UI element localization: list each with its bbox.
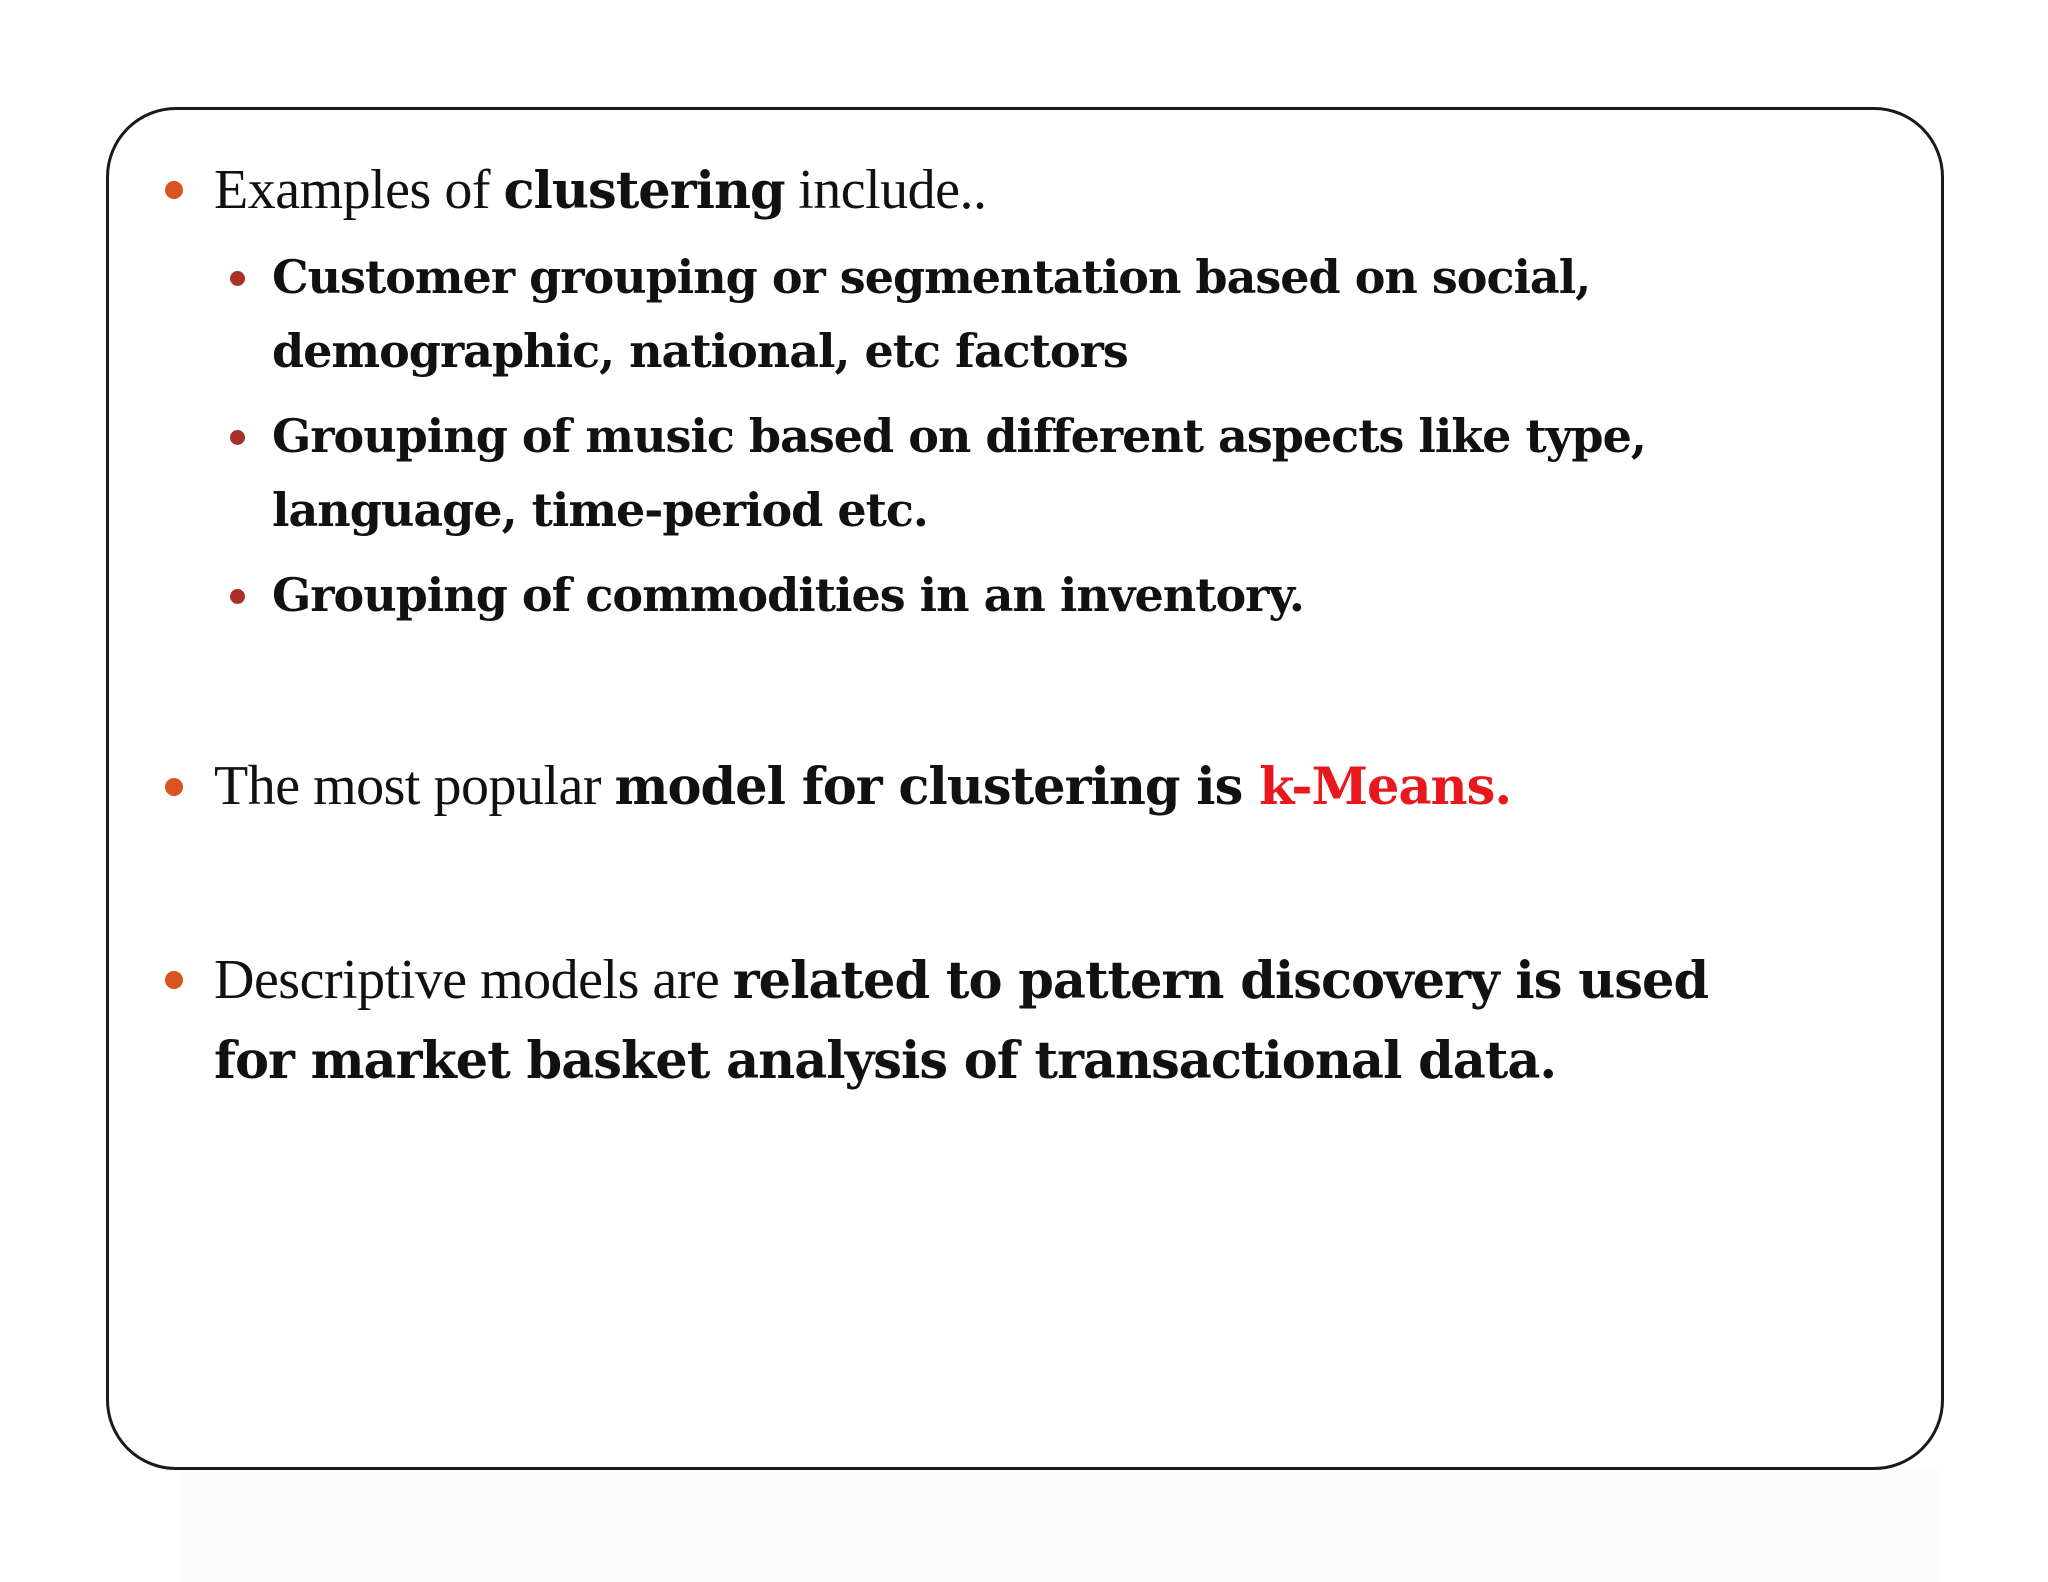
bullet-descriptive-line1: Descriptive models are related to pattern discovery is used	[214, 949, 1709, 1011]
bullet-dot-icon	[165, 181, 183, 199]
sub-bullet-commodities-line1: Grouping of commodities in an inventory.	[272, 568, 1304, 622]
bullet-dot-icon	[165, 778, 183, 796]
bullet-kmeans-text: The most popular model for clustering is k-Means.	[214, 755, 1512, 817]
sub-bullet-music-line2: language, time-period etc.	[272, 483, 928, 537]
sub-bullet-dot-icon	[230, 589, 245, 604]
bullet-examples-text: Examples of clustering include..	[214, 159, 987, 221]
bullet-dot-icon	[165, 971, 183, 989]
sub-bullet-customer-line1: Customer grouping or segmentation based on social,	[272, 250, 1591, 304]
bullet-descriptive-line2: for market basket analysis of transactional data.	[214, 1031, 1557, 1091]
sub-bullet-dot-icon	[230, 271, 245, 286]
sub-bullet-music-line1: Grouping of music based on different aspects like type,	[272, 409, 1646, 463]
sub-bullet-customer-line2: demographic, national, etc factors	[272, 324, 1128, 378]
kmeans-highlight: k-Means.	[1259, 757, 1512, 817]
sub-bullet-dot-icon	[230, 430, 245, 445]
